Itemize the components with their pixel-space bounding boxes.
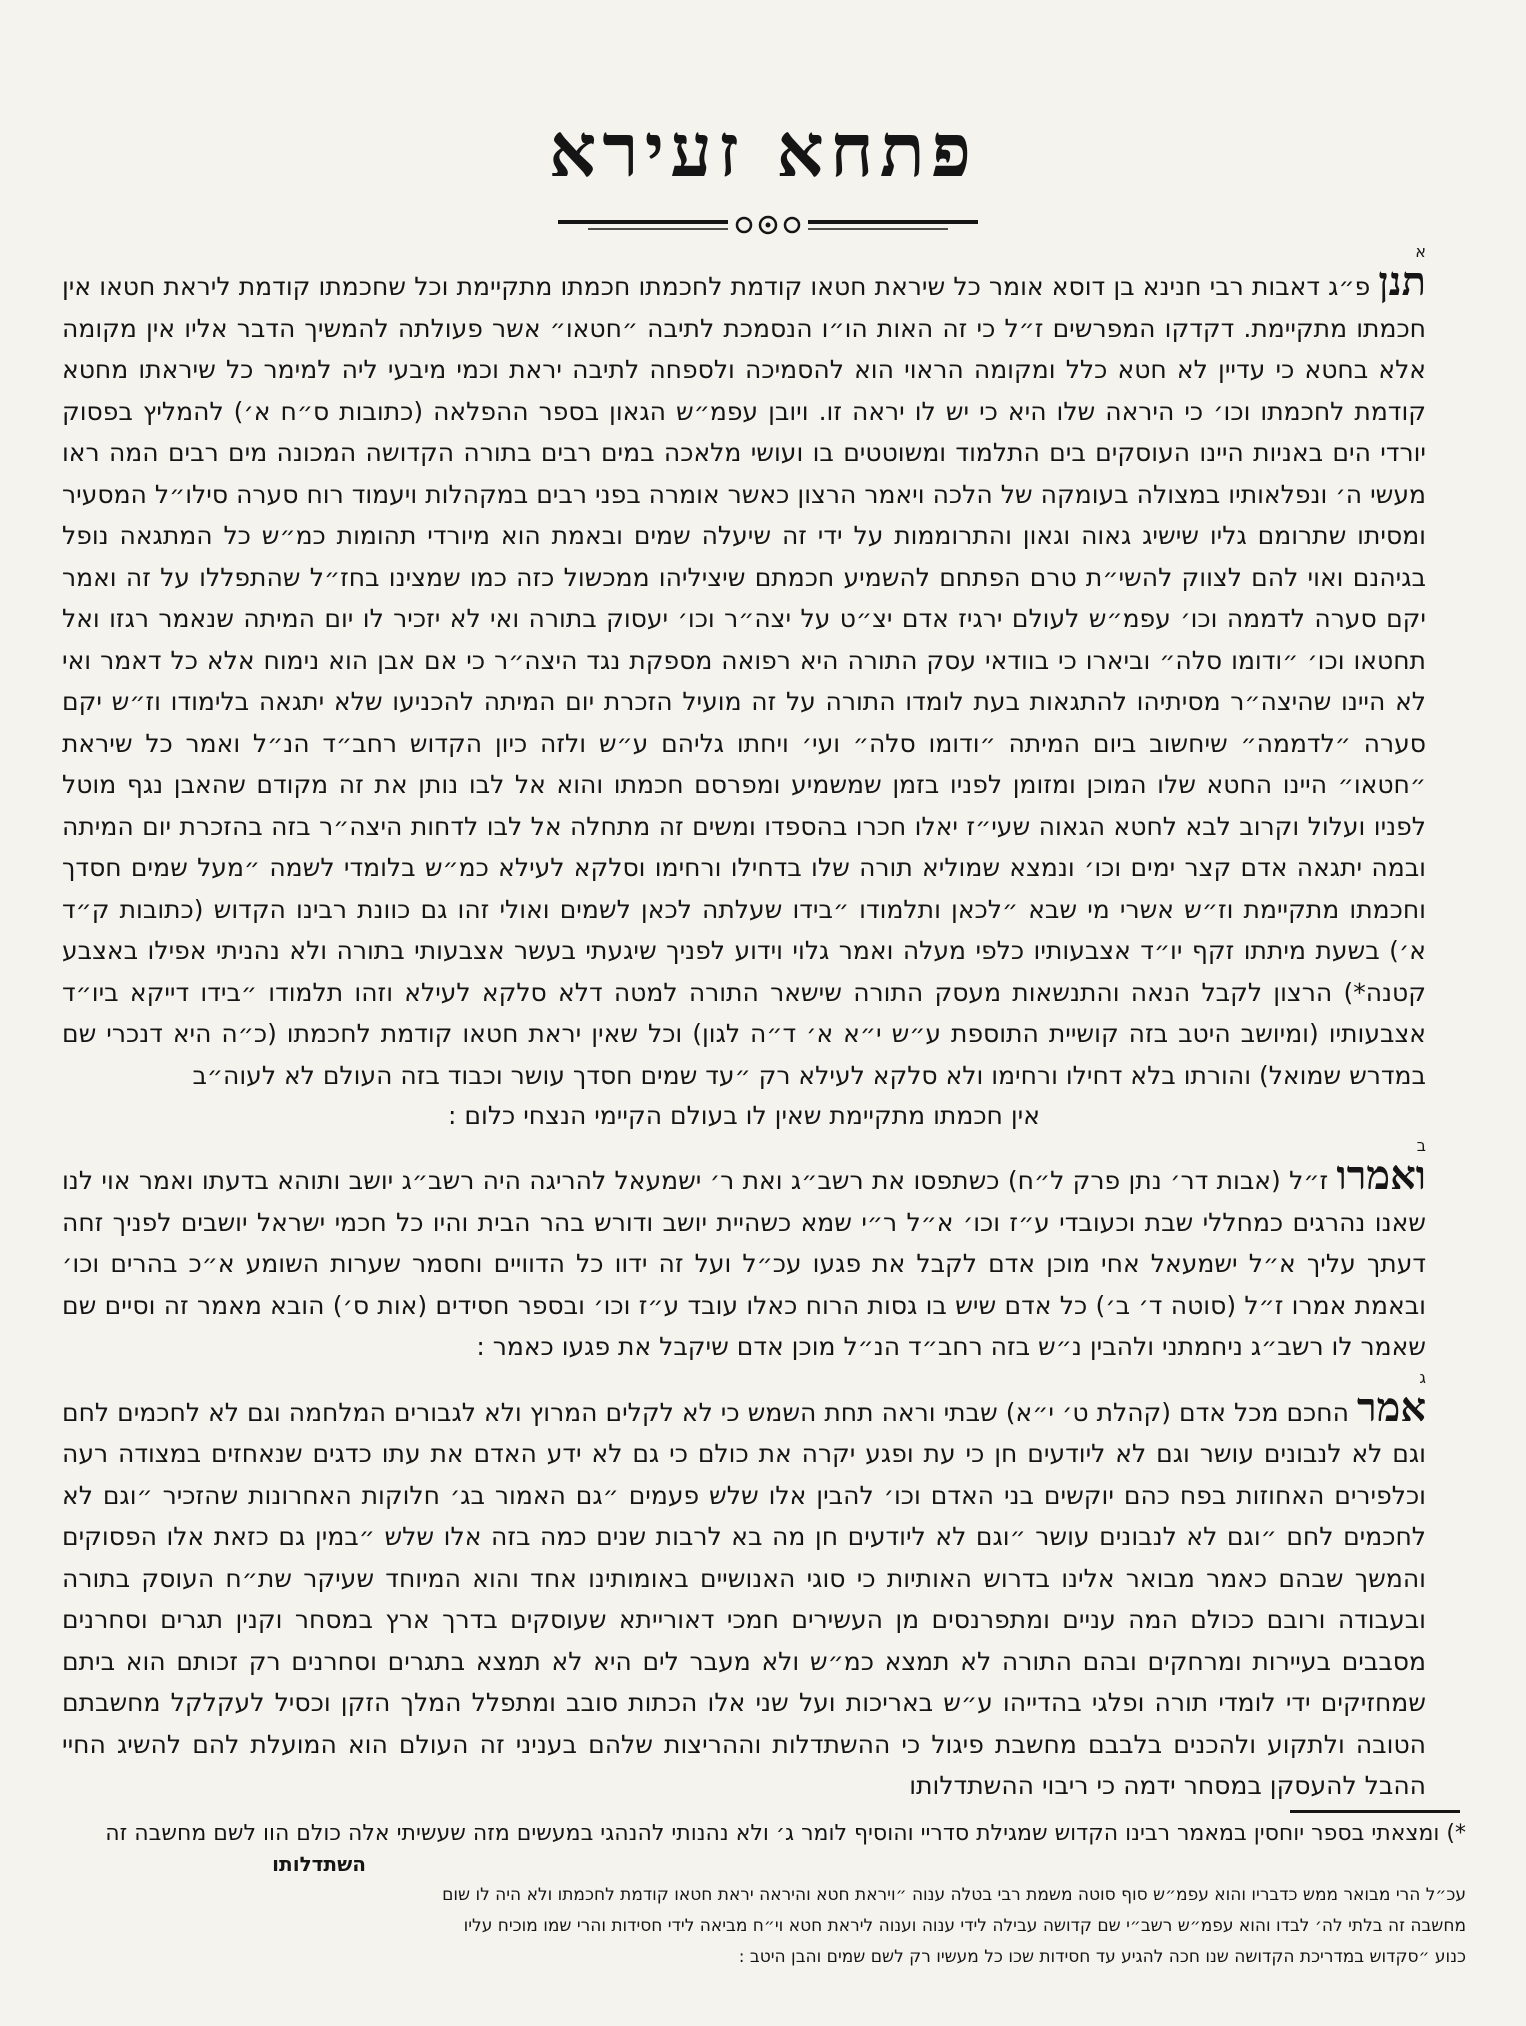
- closing-line: אין חכמתו מתקיימת שאין לו בעולם הקיימי הנצחי כלום :: [448, 1101, 1040, 1130]
- ornamental-divider-icon: [548, 208, 988, 244]
- footnote-marker: *): [1446, 1821, 1466, 1846]
- footnote-divider: [1290, 1810, 1460, 1813]
- opening-word: תנן: [1378, 258, 1426, 305]
- paragraph-number: ג: [1419, 1367, 1426, 1387]
- opening-word: ואמרו: [1336, 1152, 1426, 1199]
- footnote-line: עכ״ל הרי מבואר ממש כדבריו והוא עפמ״ש סוף סוטה משמת רבי בטלה ענוה ״ויראת חטא והיראה יראת חטאו קודמת לחכמתו ולא היה לו שום: [442, 1885, 1466, 1905]
- paragraph-3: [62, 1368, 1426, 1807]
- opening-word: אמר: [1356, 1383, 1426, 1431]
- footnote-line: מחשבה זה בלתי לה׳ לבדו והוא עפמ״ש רשב״י שם קדושה עבילה לידי ענוה וענוה ליראת חטא וי״ח מביאה לידי חסידות והרי שמו מוכיח עליו: [463, 1916, 1466, 1936]
- paragraph-text: החכם מכל אדם (קהלת ט׳ י״א) שבתי וראה תחת השמש כי לא לקלים המרוץ ולא לגבורים המלחמה וגם לא לחכמים לחם וגם לא לנבונים עושר וגם לא ליודעים חן כי עת ופגע יקרה את כולם כי גם לא ידע האדם את עתו כדגים שנאחזים במצודה רעה וכלפירים האחוזות בפח כהם יוקשים בני האדם וכו׳ להבין אלו שלש פעמים ״גם האמור בג׳ חלוקות האחרונות שהזכיר ״וגם לא לחכמים לחם ״וגם לא לנבונים עושר ״וגם לא ליודעים חן מה בא לרבות שנים כמה בזה אלו שלש ״במין גם כזאת אלו הפסוקים והמשך שבהם כאמר מבואר אלינו בדרוש האותיות כי סוגי האנושיים באומותינו אחד והוא המיוחד שעיקר שת״ח העוסק בתורה ובעבודה ורובם ככולם המה עניים ומתפרנסים מן העשירים חמכי דאורייתא שעוסקים בדרך ארץ במסחר וקנין תגרים וסחרנים מסבבים בעיירות ומרחקים ובהם התורה לא תמצא כמ״ש ולא מעבר לים היא לא תמצא בתגרים וסחרנים רק זכותם הוא ביתם שמחזיקים ידי לומדי תורה ופלגי בהדייהו ע״ש באריכות ועל שני אלו הכתות סובב ומתפלל המלך הזקן וכסיל לעקלקל מחשבתם הטובה ולתקוע ולהכנים בלבבם מחשבת פיגול כי ההשתדלות וההריצות שלהם בעניני זה העולם הוא המועלת להם להשיג החיי ההבל להעסקן במסחר ידמה כי ריבוי ההשתדלותו: [62, 1397, 1426, 1800]
- page-title: פתחא זעירא: [548, 108, 978, 194]
- paragraph-text: פ״ג דאבות רבי חנינא בן דוסא אומר כל שיראת חטאו קודמת לחכמתו חכמתו מתקיימת וכל שחכמתו קודמת ליראת חטאו אין חכמתו מתקיימת. דקדקו המפרשים ז״ל כי זה האות הו״ו הנסמכת לתיבה ״חטאו״ אשר פעולתה להמשיך הדבר אליו אין מקומה אלא בחטא כי עדיין לא חטא כלל ומקומה הראוי הוא להסמיכה ולספחה לתיבה יראת וכמי מיבעי ליה למימר כל שיראתו מחטא קודמת לחכמתו וכו׳ כי היראה שלו היא כי יש לו יראה זו. ויובן עפמ״ש הגאון בספר ההפלאה (כתובות ס״ח א׳) להמליץ בפסוק יורדי הים באניות היינו העוסקים בים התלמוד ומשוטטים בו ועושי מלאכה במים רבים בתורה הקדושה המכונה מים רבים המה ראו מעשי ה׳ ונפלאותיו במצולה בעומקה של הלכה ויאמר הרצון כאשר אומרה בפני רבים במקהלות ויעמוד רוח סערה סילו״ל המסעיר ומסיתו שתרומם גליו שישיג גאוה וגאון והתרוממות על ידי זה שיעלה שמים ובאמת הוא מיורדי תהומות כמ״ש כל המתגאה נופל בגיהנם ואוי להם לצווק להשי״ת טרם הפתחם להשמיע חכמתם שיציליהו ממכשול כזה כמו שמצינו בחז״ל שהתפללו על זה ואמר יקם סערה לדממה וכו׳ עפמ״ש לעולם ירגיז אדם יצ״ט על יצה״ר וכו׳ יעסוק בתורה ואי לא יזכיר לו יום המיתה שנאמר רגזו ואל תחטאו וכו׳ ״ודומו סלה״ וביארו כי בוודאי עסק התורה היא רפואה מספקת נגד היצה״ר כי אם אבן הוא נימוח אלא כל דאמר ואי לא היינו שהיצה״ר מסיתיהו להתגאות בעת לומדו התורה על זה מועיל הזכרת יום המיתה להכניעו שלא יתגאה בלימודו וז״ש יקם סערה ״לדממה״ שיחשוב ביום המיתה ״ודומו סלה״ ועי׳ ויחתו גליהם ע״ש ולזה כיון הקדוש רחב״ד הנ״ל ואמר כל שיראת ״חטאו״ היינו החטא שלו המוכן ומזומן לפניו בזמן שמשמיע ומפרסם חכמתו והוא אל לבו נותן את זה מקודם שהאבן נגף מוטל לפניו ועלול וקרוב לבא לחטא הגאוה שעי״ז יאלו חכרו בהספדו ומשים זה מתחלה אל לבו לדחות היצה״ר בזה בהזכרת יום המיתה ובמה יתגאה אדם קצר ימים וכו׳ ונמצא שמוליא תורה שלו בדחילו ורחימו וסלקא לעילא כמ״ש בלומדי לשמה ״מעל שמים חסדך וחכמתו מתקיימת וז״ש אשרי מי שבא ״לכאן ותלמודו ״בידו שעלתה לכאן לשמים ואולי זהו גם כוונת רבינו הקדוש (כתובות ק״ד א׳) בשעת מיתתו זקף יו״ד אצבעותיו כלפי מעלה ואמר גלוי וידוע לפניך שיגעתי בעשר אצבעותי בתורה ולא נהניתי אפילו באצבע קטנה*) הרצון לקבל הנאה והתנשאות מעסק התורה שישאר התורה למטה דלא סלקא לעילא וזהו תלמודו ״בידו דייקא ביו״ד אצבעותיו (ומיושב היטב בזה קושיית התוספת ע״ש י״א א׳ ד״ה לגון) וכל שאין יראת חטאו קודמת לחכמתו (כ״ה היא דנכרי שם במדרש שמואל) והורתו בלא דחילו ורחימו ולא סלקא לעילא רק ״עד שמים חסדך עושר וכבוד בזה העולם לא לעוה״ב: [62, 272, 1426, 1090]
- paragraph-2: [62, 1136, 1426, 1368]
- footnotes: [30, 1818, 1466, 1973]
- paragraph-1: [62, 242, 1426, 1136]
- paragraph-number: ב: [1416, 1136, 1426, 1155]
- footnote-heading: ומצאתי בספר יוחסין במאמר רבינו הקדוש שמגילת סדריי והוסיף לומר ג׳ ולא נהנותי להנהגי במעשים מזה שעשיתי אלה כולם הוו לשם מחשבה זה: [105, 1821, 1440, 1846]
- footnote-title: השתדלותו: [272, 1852, 366, 1876]
- main-text: [62, 242, 1426, 1807]
- paragraph-text: ז״ל (אבות דר׳ נתן פרק ל״ח) כשתפסו את רשב״ג ואת ר׳ ישמעאל להריגה היה רשב״ג יושב ותוהא בדעתו ואמר אוי לנו שאנו נהרגים כמחללי שבת וכעובדי ע״ז וכו׳ א״ל ר״י שמא כשהיית יושב ודורש בהר הבית והיו כל חכמי ישראל יושבים לפניך זחה דעתך עליך א״ל ישמעאל אחי מוכן אדם לקבל את פגעו עכ״ל ועל זה ידוו כל הדוויים וחסמר שערות השומע א״כ בהרים וכו׳ ובאמת אמרו ז״ל (סוטה ד׳ ב׳) כל אדם שיש בו גסות הרוח כאלו עובד ע״ז וכו׳ ובספר חסידים (אות ס׳) הובא מאמר זה וסיים שם שאמר לו רשב״ג ניחמתני ולהבין נ״ש בזה רחב״ד הנ״ל מוכן אדם שיקבל את פגעו כאמר :: [62, 1166, 1426, 1361]
- footnote-line: כנוע ״סקדוש במדריכת הקדושה שנו חכה להגיע עד חסידות שכו כל מעשיו רק לשם שמים והבן היטב :: [738, 1947, 1466, 1967]
- paragraph-number: א: [1415, 242, 1426, 261]
